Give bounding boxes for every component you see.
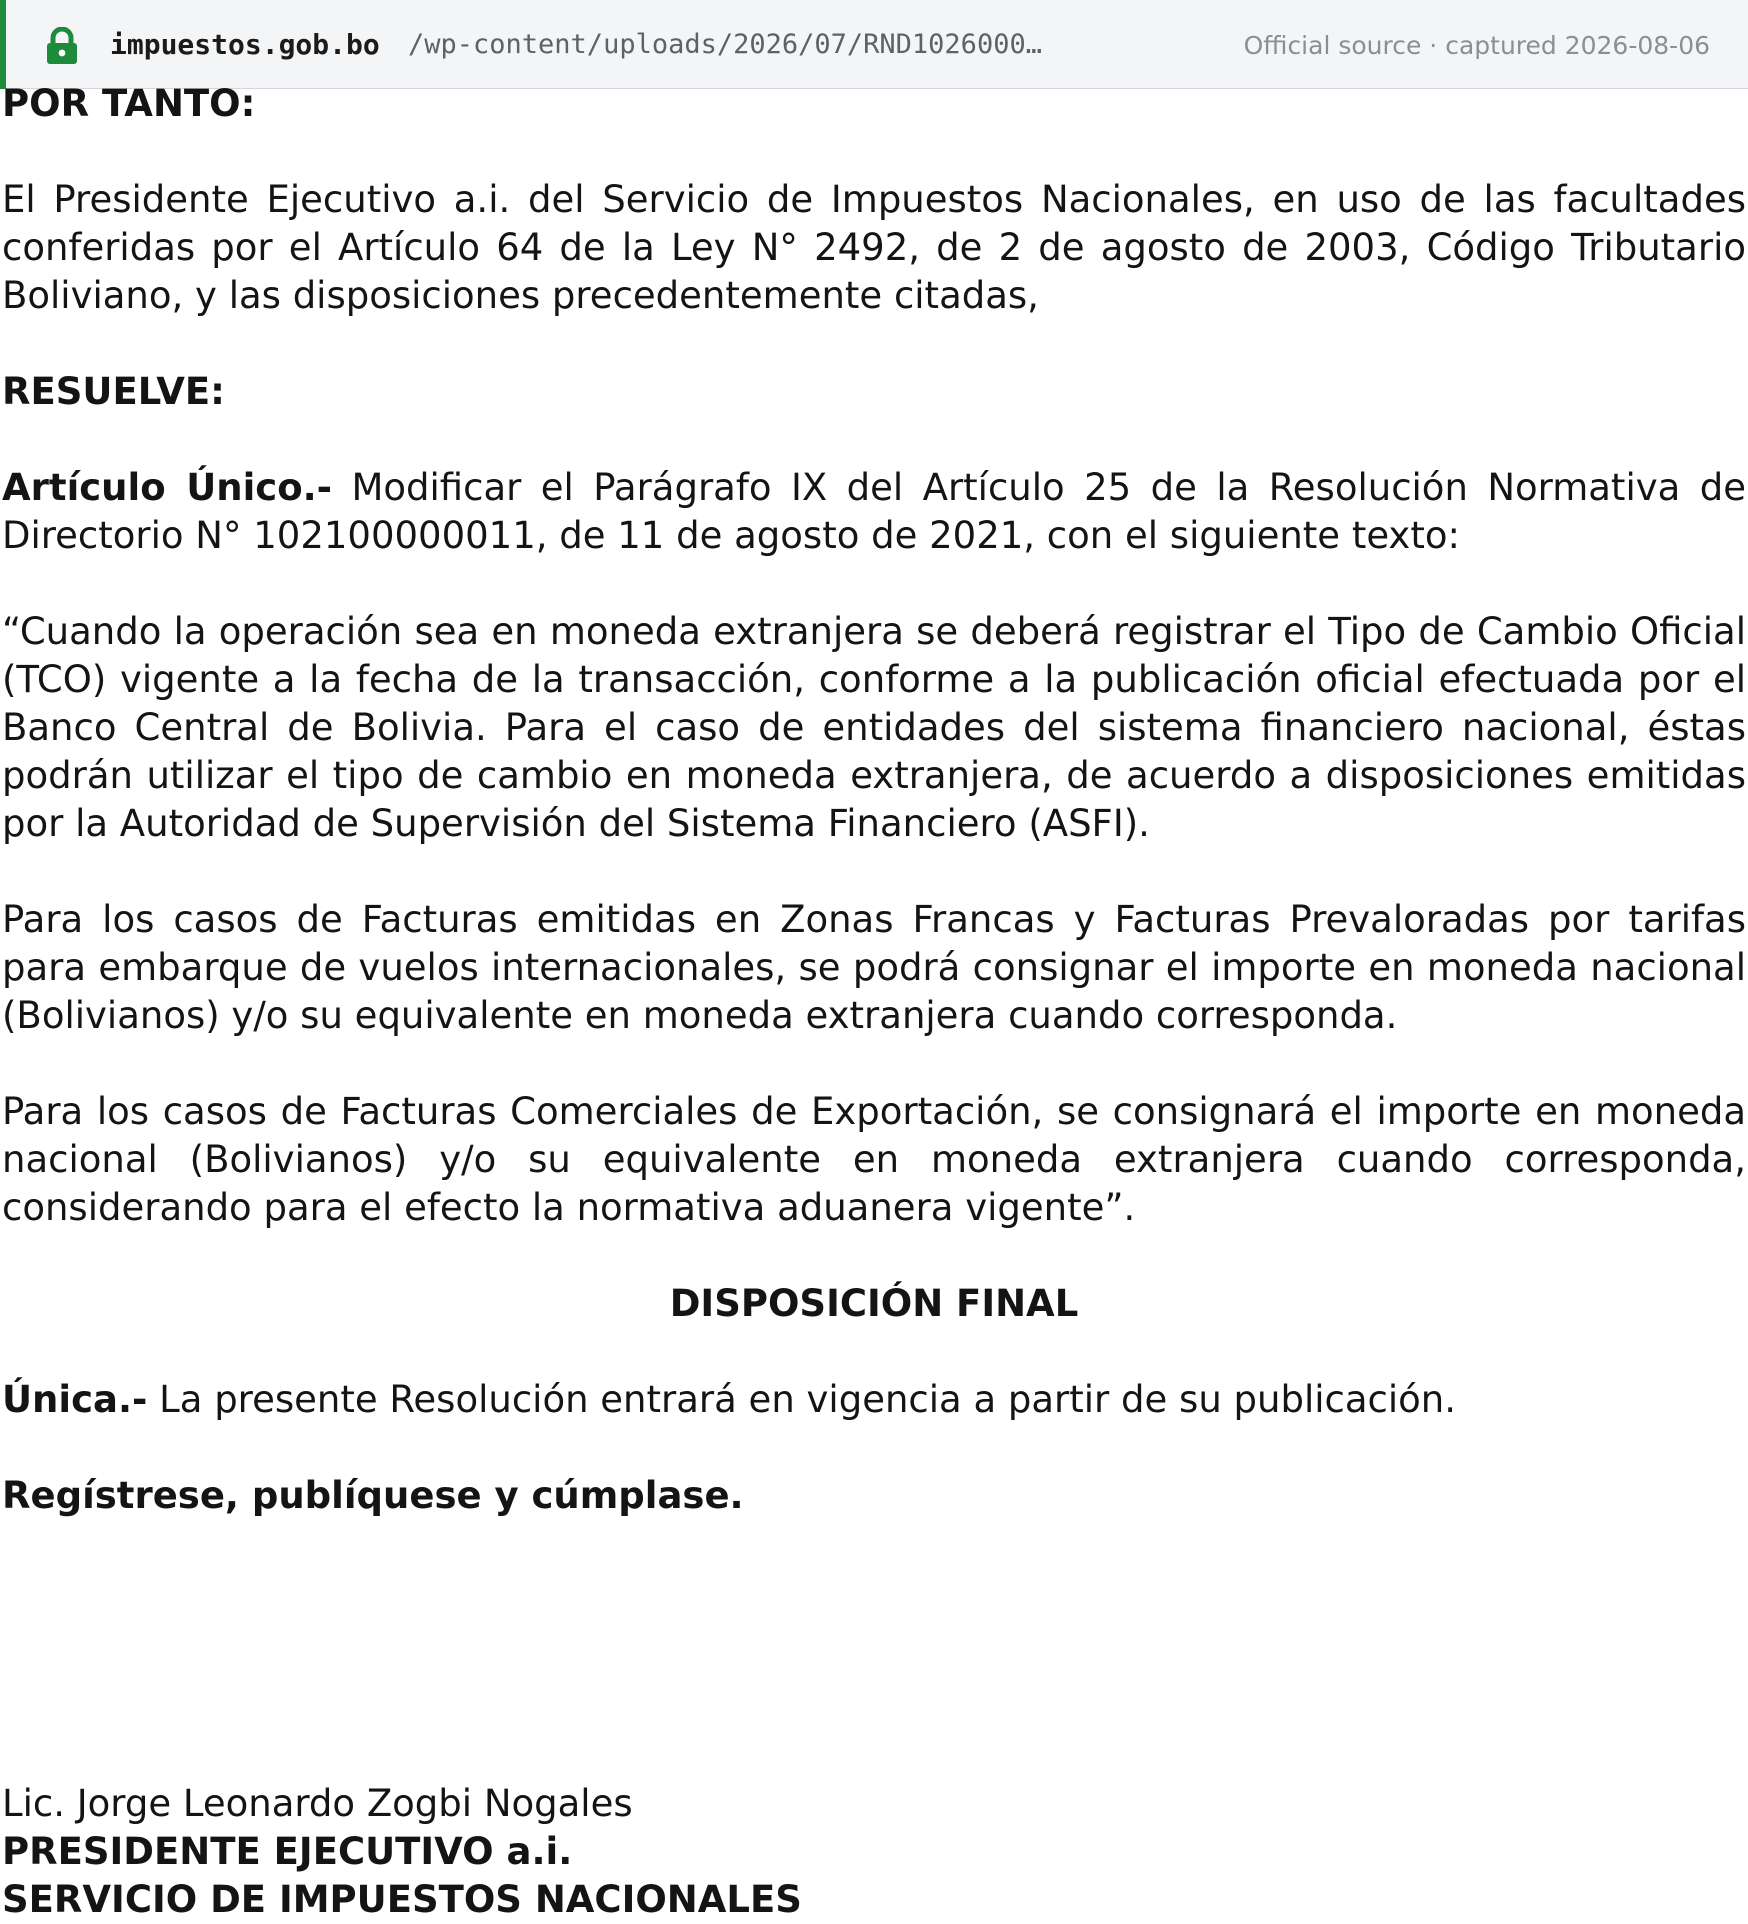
articulo-unico-text: Modificar el Parágrafo IX del Artículo 25 de la Resolución Normativa de Directorio N° 102100000011, de 11 de agosto de 2021, con el siguiente texto: — [2, 466, 1746, 557]
closing-formula: Regístrese, publíquese y cúmplase. — [2, 1474, 744, 1517]
source-domain[interactable]: impuestos.gob.bo — [110, 28, 380, 61]
unica-label: Única.- — [2, 1378, 148, 1421]
signatory-institution: SERVICIO DE IMPUESTOS NACIONALES — [2, 1878, 802, 1921]
heading-disposicion-final: DISPOSICIÓN FINAL — [669, 1282, 1079, 1325]
paragraph-unica — [2, 1376, 1746, 1424]
signatory-title: PRESIDENTE EJECUTIVO a.i. — [2, 1830, 573, 1873]
document-body — [2, 80, 1746, 1520]
signature-block — [2, 1780, 1746, 1924]
unica-text: La presente Resolución entrará en vigencia a partir de su publicación. — [147, 1378, 1456, 1421]
heading-por-tanto: POR TANTO: — [2, 82, 256, 125]
quote-paragraph-3: Para los casos de Facturas Comerciales de Exportación, se consignará el importe en moneda nacional (Bolivianos) y/o su equivalente en moneda extranjera cuando corresponda, considerando para el efecto la normativa aduanera vigente”. — [2, 1090, 1746, 1229]
source-path[interactable]: /wp-content/uploads/2026/07/RND1026000… — [408, 29, 1042, 60]
articulo-unico-label: Artículo Único.- — [2, 466, 333, 509]
source-provenance: Official source · captured 2026-08-06 — [1243, 31, 1710, 60]
paragraph-presidente: El Presidente Ejecutivo a.i. del Servicio de Impuestos Nacionales, en uso de las facultades conferidas por el Artículo 64 de la Ley N° 2492, de 2 de agosto de 2003, Código Tributario Boliviano, y las disposiciones precedentemente citadas, — [2, 178, 1746, 317]
quote-paragraph-1: “Cuando la operación sea en moneda extranjera se deberá registrar el Tipo de Cambio Oficial (TCO) vigente a la fecha de la transacción, conforme a la publicación oficial efectuada por el Banco Central de Bolivia. Para el caso de entidades del sistema financiero nacional, éstas podrán utilizar el tipo de cambio en moneda extranjera, de acuerdo a disposiciones emitidas por la Autoridad de Supervisión del Sistema Financiero (ASFI). — [2, 610, 1746, 845]
heading-resuelve: RESUELVE: — [2, 370, 225, 413]
paragraph-articulo-unico — [2, 464, 1746, 560]
source-accent-stripe — [0, 0, 6, 89]
signatory-name: Lic. Jorge Leonardo Zogbi Nogales — [2, 1782, 633, 1825]
lock-icon — [44, 27, 80, 65]
quote-paragraph-2: Para los casos de Facturas emitidas en Zonas Francas y Facturas Prevaloradas por tarifas para embarque de vuelos internacionales, se podrá consignar el importe en moneda nacional (Bolivianos) y/o su equivalente en moneda extranjera cuando corresponda. — [2, 898, 1746, 1037]
source-bar — [0, 0, 1748, 89]
